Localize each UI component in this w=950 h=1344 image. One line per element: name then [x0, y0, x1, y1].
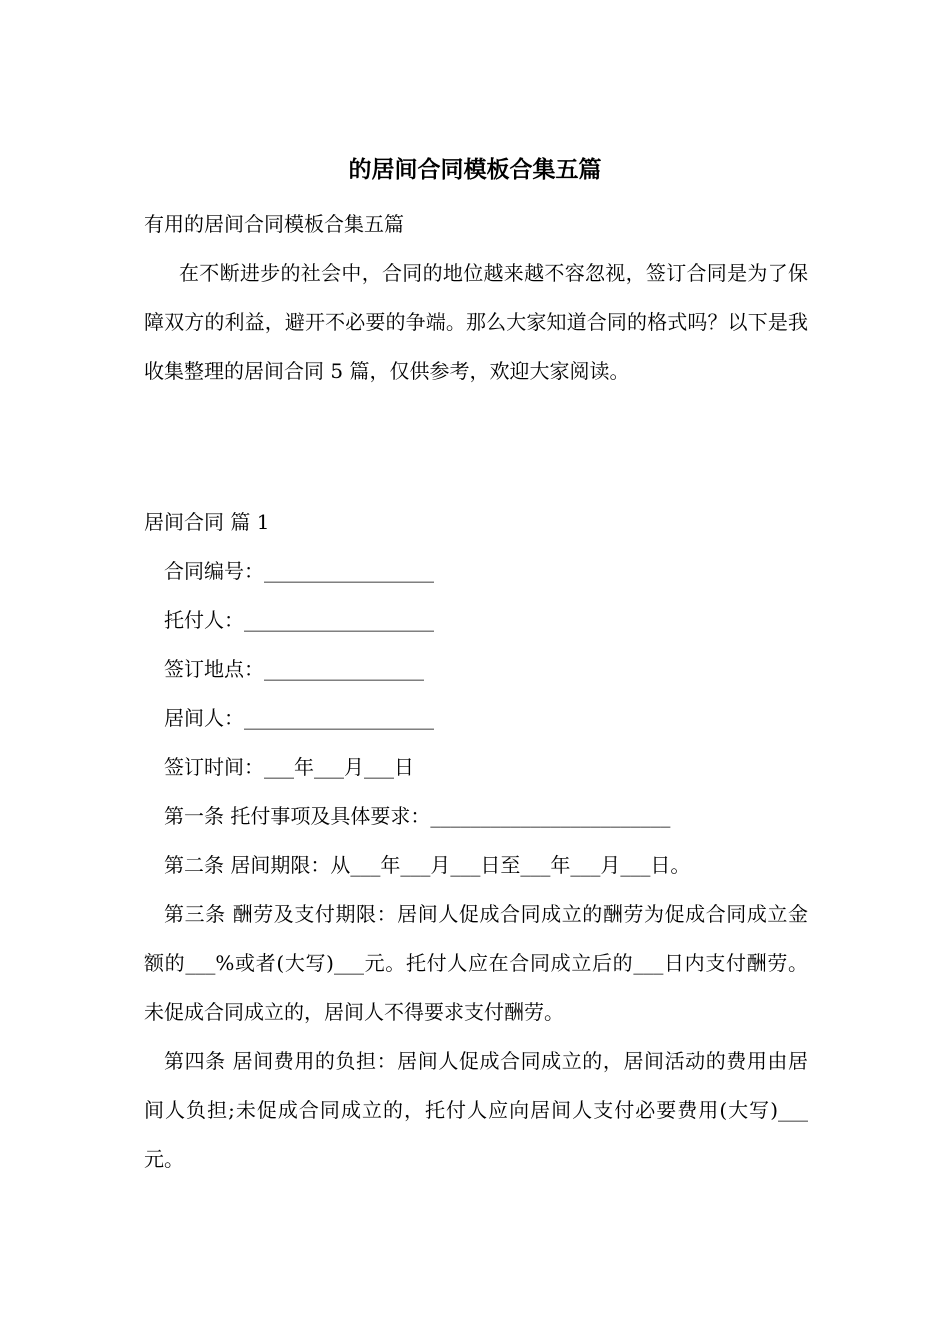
section-heading: 居间合同 篇 1 [144, 510, 270, 534]
article-2: 第二条 居间期限：从___年___月___日至___年___月___日。 [164, 853, 691, 877]
contract-number-line: 合同编号：_________________ [164, 559, 434, 583]
article-1: 第一条 托付事项及具体要求：________________________ [164, 804, 671, 828]
document-subtitle: 有用的居间合同模板合集五篇 [144, 212, 404, 236]
intermediary-line: 居间人：___________________ [164, 706, 434, 730]
contract-section-1 [144, 498, 808, 1184]
article-3: 第三条 酬劳及支付期限：居间人促成合同成立的酬劳为促成合同成立金额的___%或者(大写)___元。托付人应在合同成立后的___日内支付酬劳。未促成合同成立的，居间人不得要求支付酬劳。 [144, 902, 808, 1024]
signing-date-line: 签订时间：___年___月___日 [164, 755, 414, 779]
intro-paragraph: 在不断进步的社会中，合同的地位越来越不容忽视，签订合同是为了保障双方的利益，避开不必要的争端。那么大家知道合同的格式吗？以下是我收集整理的居间合同 5 篇，仅供参考，欢迎大家阅读。 [144, 261, 808, 383]
document-title: 的居间合同模板合集五篇 [348, 156, 602, 183]
principal-line: 托付人：___________________ [164, 608, 434, 632]
article-4: 第四条 居间费用的负担：居间人促成合同成立的，居间活动的费用由居间人负担;未促成合同成立的，托付人应向居间人支付必要费用(大写)___元。 [144, 1049, 808, 1171]
signing-place-line: 签订地点：________________ [164, 657, 424, 681]
